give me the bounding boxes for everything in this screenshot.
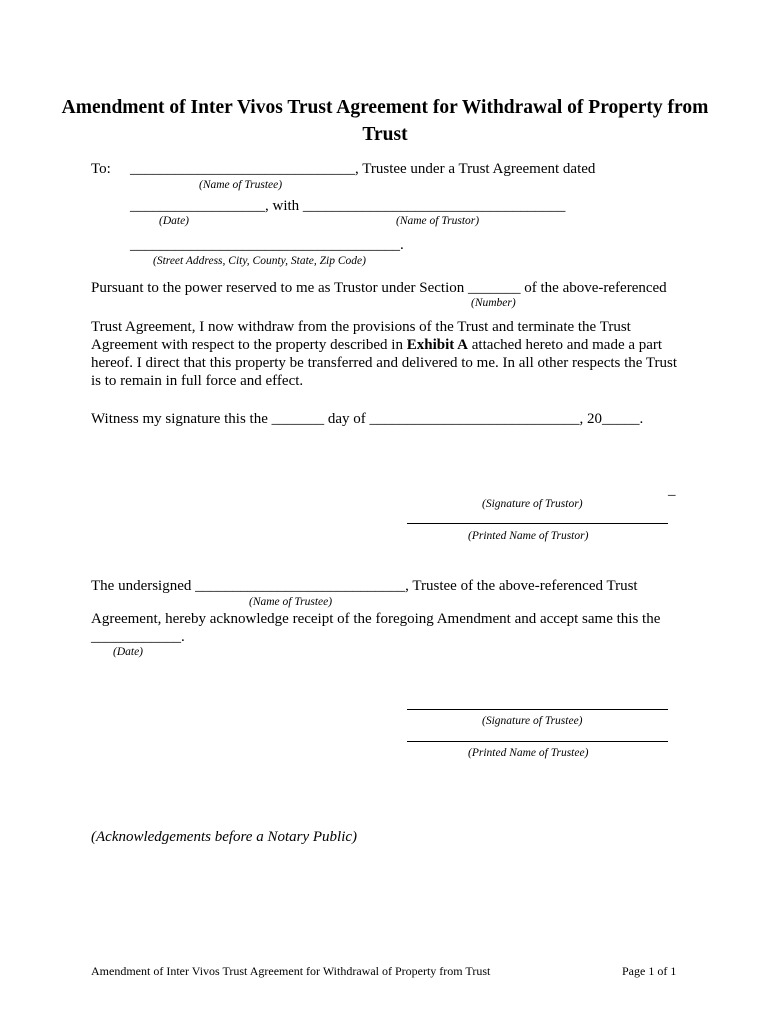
caption-printed-name-of-trustee: (Printed Name of Trustee) xyxy=(468,747,589,759)
caption-signature-of-trustor: (Signature of Trustor) xyxy=(482,498,583,510)
acknowledge-line: Agreement, hereby acknowledge receipt of the foregoing Amendment and accept same this the xyxy=(91,611,661,627)
printed-name-trustee-rule xyxy=(407,741,668,742)
notary-note: (Acknowledgements before a Notary Public) xyxy=(91,829,358,845)
printed-name-trustor-rule xyxy=(407,523,668,524)
pursuant-line: Pursuant to the power reserved to me as Trustor under Section _______ of the above-referenced xyxy=(91,280,667,296)
footer-page-number: Page 1 of 1 xyxy=(622,964,677,978)
caption-number: (Number) xyxy=(471,297,516,309)
signature-dash: _ xyxy=(668,482,676,498)
to-label: To: xyxy=(91,161,111,177)
caption-date: (Date) xyxy=(159,215,190,227)
caption-name-of-trustee-2: (Name of Trustee) xyxy=(249,596,333,608)
caption-name-of-trustee: (Name of Trustee) xyxy=(199,179,283,191)
acceptance-date-line: ____________. xyxy=(91,629,185,645)
exhibit-a-reference: Exhibit A xyxy=(406,337,469,353)
caption-date-2: (Date) xyxy=(113,646,144,658)
footer-title: Amendment of Inter Vivos Trust Agreement for Withdrawal of Property from Trust xyxy=(91,964,491,978)
caption-street-address: (Street Address, City, County, State, Zip Code) xyxy=(153,255,366,267)
withdrawal-paragraph xyxy=(91,318,681,390)
undersigned-line: The undersigned ____________________________, Trustee of the above-referenced Trust xyxy=(91,578,638,594)
paragraph-text-2: attached hereto and made a part hereof. I direct that this property be transferred and delivered to me. In all other respects the Trust is to remain in full force and effect. xyxy=(91,337,678,389)
witness-line: Witness my signature this the _______ day of ____________________________, 20_____. xyxy=(91,411,644,427)
paragraph-text-1: Trust Agreement, I now withdraw from the provisions of the Trust and terminate the Trust Agreement with respect to the property described in xyxy=(91,319,631,353)
document-title: Amendment of Inter Vivos Trust Agreement for Withdrawal of Property from Trust xyxy=(61,97,709,145)
caption-signature-of-trustee: (Signature of Trustee) xyxy=(482,715,583,727)
date-trustor-line: __________________, with ___________________________________ xyxy=(130,198,566,214)
caption-name-of-trustor: (Name of Trustor) xyxy=(396,215,480,227)
signature-trustee-rule xyxy=(407,709,668,710)
caption-printed-name-of-trustor: (Printed Name of Trustor) xyxy=(468,530,589,542)
trustee-line: ______________________________, Trustee under a Trust Agreement dated xyxy=(130,161,596,177)
address-line: ____________________________________. xyxy=(130,237,404,253)
